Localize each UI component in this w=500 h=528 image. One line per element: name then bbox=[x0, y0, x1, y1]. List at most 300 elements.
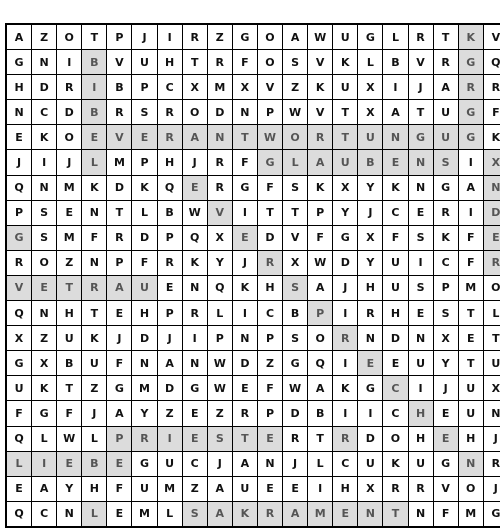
grid-cell-r1-c6[interactable]: H bbox=[158, 50, 182, 74]
grid-cell-r12-c4[interactable]: J bbox=[107, 326, 131, 350]
grid-cell-r5-c18[interactable]: I bbox=[459, 150, 483, 174]
grid-cell-r1-c0[interactable]: G bbox=[7, 50, 31, 74]
grid-cell-r15-c0[interactable]: F bbox=[7, 401, 31, 425]
grid-cell-r18-c7[interactable]: Z bbox=[183, 477, 207, 501]
grid-cell-r10-c5[interactable]: U bbox=[132, 276, 156, 300]
grid-cell-r12-c8[interactable]: P bbox=[208, 326, 232, 350]
grid-cell-r10-c14[interactable]: H bbox=[358, 276, 382, 300]
grid-cell-r4-c17[interactable]: U bbox=[434, 125, 458, 149]
grid-cell-r2-c17[interactable]: A bbox=[434, 75, 458, 99]
grid-cell-r13-c12[interactable]: Q bbox=[308, 351, 332, 375]
grid-cell-r8-c13[interactable]: G bbox=[333, 226, 357, 250]
grid-cell-r8-c7[interactable]: Q bbox=[183, 226, 207, 250]
grid-cell-r16-c17[interactable]: E bbox=[434, 427, 458, 451]
grid-cell-r5-c16[interactable]: N bbox=[409, 150, 433, 174]
grid-cell-r16-c16[interactable]: H bbox=[409, 427, 433, 451]
grid-cell-r5-c8[interactable]: R bbox=[208, 150, 232, 174]
grid-cell-r11-c18[interactable]: T bbox=[459, 301, 483, 325]
grid-cell-r16-c2[interactable]: W bbox=[57, 427, 81, 451]
grid-cell-r12-c11[interactable]: S bbox=[283, 326, 307, 350]
grid-cell-r16-c6[interactable]: I bbox=[158, 427, 182, 451]
grid-cell-r19-c5[interactable]: M bbox=[132, 502, 156, 526]
grid-cell-r0-c16[interactable]: R bbox=[409, 25, 433, 49]
grid-cell-r18-c14[interactable]: X bbox=[358, 477, 382, 501]
grid-cell-r0-c14[interactable]: G bbox=[358, 25, 382, 49]
grid-cell-r18-c8[interactable]: A bbox=[208, 477, 232, 501]
grid-cell-r14-c5[interactable]: M bbox=[132, 376, 156, 400]
grid-cell-r6-c4[interactable]: D bbox=[107, 176, 131, 200]
grid-cell-r8-c4[interactable]: R bbox=[107, 226, 131, 250]
grid-cell-r11-c12[interactable]: P bbox=[308, 301, 332, 325]
grid-cell-r12-c19[interactable]: T bbox=[484, 326, 500, 350]
grid-cell-r5-c2[interactable]: J bbox=[57, 150, 81, 174]
grid-cell-r5-c0[interactable]: J bbox=[7, 150, 31, 174]
grid-cell-r12-c5[interactable]: D bbox=[132, 326, 156, 350]
grid-cell-r11-c15[interactable]: H bbox=[383, 301, 407, 325]
grid-cell-r15-c8[interactable]: Z bbox=[208, 401, 232, 425]
grid-cell-r2-c12[interactable]: K bbox=[308, 75, 332, 99]
grid-cell-r4-c18[interactable]: G bbox=[459, 125, 483, 149]
grid-cell-r14-c19[interactable]: X bbox=[484, 376, 500, 400]
grid-cell-r17-c1[interactable]: I bbox=[32, 452, 56, 476]
grid-cell-r11-c10[interactable]: C bbox=[258, 301, 282, 325]
grid-cell-r4-c13[interactable]: T bbox=[333, 125, 357, 149]
grid-cell-r12-c15[interactable]: D bbox=[383, 326, 407, 350]
grid-cell-r18-c11[interactable]: E bbox=[283, 477, 307, 501]
grid-cell-r12-c0[interactable]: X bbox=[7, 326, 31, 350]
grid-cell-r12-c9[interactable]: N bbox=[233, 326, 257, 350]
grid-cell-r12-c1[interactable]: Z bbox=[32, 326, 56, 350]
grid-cell-r19-c17[interactable]: F bbox=[434, 502, 458, 526]
grid-cell-r11-c6[interactable]: P bbox=[158, 301, 182, 325]
grid-cell-r15-c6[interactable]: Z bbox=[158, 401, 182, 425]
grid-cell-r10-c9[interactable]: K bbox=[233, 276, 257, 300]
grid-cell-r17-c7[interactable]: C bbox=[183, 452, 207, 476]
grid-cell-r5-c9[interactable]: F bbox=[233, 150, 257, 174]
grid-cell-r19-c15[interactable]: T bbox=[383, 502, 407, 526]
grid-cell-r1-c2[interactable]: I bbox=[57, 50, 81, 74]
grid-cell-r7-c3[interactable]: N bbox=[82, 201, 106, 225]
grid-cell-r7-c10[interactable]: T bbox=[258, 201, 282, 225]
grid-cell-r12-c18[interactable]: E bbox=[459, 326, 483, 350]
grid-cell-r9-c16[interactable]: I bbox=[409, 251, 433, 275]
grid-cell-r10-c7[interactable]: N bbox=[183, 276, 207, 300]
grid-cell-r18-c0[interactable]: E bbox=[7, 477, 31, 501]
grid-cell-r19-c11[interactable]: A bbox=[283, 502, 307, 526]
grid-cell-r12-c6[interactable]: J bbox=[158, 326, 182, 350]
grid-cell-r17-c6[interactable]: U bbox=[158, 452, 182, 476]
grid-cell-r10-c18[interactable]: M bbox=[459, 276, 483, 300]
grid-cell-r18-c17[interactable]: V bbox=[434, 477, 458, 501]
grid-cell-r7-c9[interactable]: I bbox=[233, 201, 257, 225]
grid-cell-r1-c5[interactable]: U bbox=[132, 50, 156, 74]
grid-cell-r14-c11[interactable]: W bbox=[283, 376, 307, 400]
grid-cell-r11-c2[interactable]: H bbox=[57, 301, 81, 325]
grid-cell-r17-c2[interactable]: E bbox=[57, 452, 81, 476]
grid-cell-r12-c2[interactable]: U bbox=[57, 326, 81, 350]
grid-cell-r16-c13[interactable]: R bbox=[333, 427, 357, 451]
grid-cell-r18-c18[interactable]: O bbox=[459, 477, 483, 501]
grid-cell-r3-c18[interactable]: G bbox=[459, 100, 483, 124]
grid-cell-r6-c19[interactable]: N bbox=[484, 176, 500, 200]
grid-cell-r13-c10[interactable]: Z bbox=[258, 351, 282, 375]
grid-cell-r0-c18[interactable]: K bbox=[459, 25, 483, 49]
grid-cell-r16-c5[interactable]: R bbox=[132, 427, 156, 451]
grid-cell-r7-c8[interactable]: V bbox=[208, 201, 232, 225]
grid-cell-r16-c4[interactable]: P bbox=[107, 427, 131, 451]
grid-cell-r2-c18[interactable]: R bbox=[459, 75, 483, 99]
grid-cell-r14-c1[interactable]: K bbox=[32, 376, 56, 400]
grid-cell-r14-c12[interactable]: A bbox=[308, 376, 332, 400]
grid-cell-r0-c17[interactable]: T bbox=[434, 25, 458, 49]
grid-cell-r11-c8[interactable]: L bbox=[208, 301, 232, 325]
grid-cell-r0-c10[interactable]: O bbox=[258, 25, 282, 49]
grid-cell-r10-c2[interactable]: T bbox=[57, 276, 81, 300]
grid-cell-r13-c0[interactable]: G bbox=[7, 351, 31, 375]
grid-cell-r18-c12[interactable]: I bbox=[308, 477, 332, 501]
grid-cell-r13-c9[interactable]: D bbox=[233, 351, 257, 375]
grid-cell-r2-c8[interactable]: M bbox=[208, 75, 232, 99]
grid-cell-r19-c4[interactable]: E bbox=[107, 502, 131, 526]
grid-cell-r12-c17[interactable]: X bbox=[434, 326, 458, 350]
grid-cell-r6-c3[interactable]: K bbox=[82, 176, 106, 200]
grid-cell-r2-c1[interactable]: D bbox=[32, 75, 56, 99]
grid-cell-r6-c17[interactable]: G bbox=[434, 176, 458, 200]
grid-cell-r5-c1[interactable]: I bbox=[32, 150, 56, 174]
grid-cell-r1-c15[interactable]: B bbox=[383, 50, 407, 74]
grid-cell-r7-c4[interactable]: T bbox=[107, 201, 131, 225]
grid-cell-r8-c12[interactable]: F bbox=[308, 226, 332, 250]
grid-cell-r0-c0[interactable]: A bbox=[7, 25, 31, 49]
grid-cell-r10-c0[interactable]: V bbox=[7, 276, 31, 300]
grid-cell-r17-c9[interactable]: A bbox=[233, 452, 257, 476]
grid-cell-r19-c14[interactable]: N bbox=[358, 502, 382, 526]
grid-cell-r9-c13[interactable]: D bbox=[333, 251, 357, 275]
grid-cell-r13-c8[interactable]: W bbox=[208, 351, 232, 375]
grid-cell-r0-c15[interactable]: L bbox=[383, 25, 407, 49]
grid-cell-r17-c5[interactable]: G bbox=[132, 452, 156, 476]
grid-cell-r4-c16[interactable]: G bbox=[409, 125, 433, 149]
grid-cell-r3-c16[interactable]: T bbox=[409, 100, 433, 124]
grid-cell-r6-c1[interactable]: N bbox=[32, 176, 56, 200]
grid-cell-r6-c0[interactable]: Q bbox=[7, 176, 31, 200]
grid-cell-r15-c9[interactable]: R bbox=[233, 401, 257, 425]
grid-cell-r19-c10[interactable]: R bbox=[258, 502, 282, 526]
grid-cell-r17-c0[interactable]: L bbox=[7, 452, 31, 476]
grid-cell-r0-c11[interactable]: A bbox=[283, 25, 307, 49]
grid-cell-r0-c1[interactable]: Z bbox=[32, 25, 56, 49]
grid-cell-r16-c1[interactable]: L bbox=[32, 427, 56, 451]
grid-cell-r9-c6[interactable]: R bbox=[158, 251, 182, 275]
grid-cell-r3-c1[interactable]: C bbox=[32, 100, 56, 124]
grid-cell-r15-c11[interactable]: D bbox=[283, 401, 307, 425]
grid-cell-r14-c9[interactable]: E bbox=[233, 376, 257, 400]
grid-cell-r13-c19[interactable]: U bbox=[484, 351, 500, 375]
grid-cell-r3-c13[interactable]: T bbox=[333, 100, 357, 124]
grid-cell-r1-c1[interactable]: N bbox=[32, 50, 56, 74]
grid-cell-r9-c15[interactable]: U bbox=[383, 251, 407, 275]
grid-cell-r13-c15[interactable]: E bbox=[383, 351, 407, 375]
grid-cell-r11-c0[interactable]: Q bbox=[7, 301, 31, 325]
grid-cell-r1-c8[interactable]: R bbox=[208, 50, 232, 74]
grid-cell-r1-c7[interactable]: T bbox=[183, 50, 207, 74]
grid-cell-r8-c0[interactable]: G bbox=[7, 226, 31, 250]
grid-cell-r7-c17[interactable]: R bbox=[434, 201, 458, 225]
grid-cell-r2-c7[interactable]: X bbox=[183, 75, 207, 99]
grid-cell-r19-c12[interactable]: M bbox=[308, 502, 332, 526]
grid-cell-r15-c18[interactable]: U bbox=[459, 401, 483, 425]
grid-cell-r16-c15[interactable]: O bbox=[383, 427, 407, 451]
grid-cell-r16-c3[interactable]: L bbox=[82, 427, 106, 451]
grid-cell-r8-c19[interactable]: E bbox=[484, 226, 500, 250]
grid-cell-r0-c5[interactable]: J bbox=[132, 25, 156, 49]
grid-cell-r3-c15[interactable]: A bbox=[383, 100, 407, 124]
grid-cell-r2-c11[interactable]: Z bbox=[283, 75, 307, 99]
grid-cell-r5-c12[interactable]: A bbox=[308, 150, 332, 174]
grid-cell-r9-c5[interactable]: F bbox=[132, 251, 156, 275]
grid-cell-r6-c13[interactable]: X bbox=[333, 176, 357, 200]
grid-cell-r17-c13[interactable]: C bbox=[333, 452, 357, 476]
grid-cell-r4-c5[interactable]: E bbox=[132, 125, 156, 149]
grid-cell-r10-c15[interactable]: U bbox=[383, 276, 407, 300]
grid-cell-r18-c2[interactable]: Y bbox=[57, 477, 81, 501]
grid-cell-r14-c10[interactable]: F bbox=[258, 376, 282, 400]
grid-cell-r13-c7[interactable]: N bbox=[183, 351, 207, 375]
grid-cell-r10-c13[interactable]: J bbox=[333, 276, 357, 300]
grid-cell-r7-c5[interactable]: L bbox=[132, 201, 156, 225]
grid-cell-r3-c11[interactable]: W bbox=[283, 100, 307, 124]
grid-cell-r9-c19[interactable]: R bbox=[484, 251, 500, 275]
grid-cell-r0-c2[interactable]: O bbox=[57, 25, 81, 49]
grid-cell-r8-c14[interactable]: X bbox=[358, 226, 382, 250]
grid-cell-r4-c11[interactable]: O bbox=[283, 125, 307, 149]
grid-cell-r4-c1[interactable]: K bbox=[32, 125, 56, 149]
grid-cell-r14-c7[interactable]: G bbox=[183, 376, 207, 400]
grid-cell-r5-c15[interactable]: E bbox=[383, 150, 407, 174]
grid-cell-r2-c3[interactable]: I bbox=[82, 75, 106, 99]
grid-cell-r9-c17[interactable]: C bbox=[434, 251, 458, 275]
grid-cell-r12-c14[interactable]: N bbox=[358, 326, 382, 350]
grid-cell-r8-c5[interactable]: D bbox=[132, 226, 156, 250]
grid-cell-r8-c8[interactable]: X bbox=[208, 226, 232, 250]
grid-cell-r8-c16[interactable]: S bbox=[409, 226, 433, 250]
grid-cell-r4-c9[interactable]: T bbox=[233, 125, 257, 149]
grid-cell-r18-c15[interactable]: R bbox=[383, 477, 407, 501]
grid-cell-r15-c7[interactable]: E bbox=[183, 401, 207, 425]
grid-cell-r5-c10[interactable]: G bbox=[258, 150, 282, 174]
grid-cell-r2-c6[interactable]: C bbox=[158, 75, 182, 99]
grid-cell-r17-c8[interactable]: J bbox=[208, 452, 232, 476]
grid-cell-r9-c1[interactable]: O bbox=[32, 251, 56, 275]
grid-cell-r19-c18[interactable]: M bbox=[459, 502, 483, 526]
grid-cell-r2-c5[interactable]: P bbox=[132, 75, 156, 99]
grid-cell-r1-c16[interactable]: V bbox=[409, 50, 433, 74]
grid-cell-r16-c10[interactable]: E bbox=[258, 427, 282, 451]
grid-cell-r2-c19[interactable]: R bbox=[484, 75, 500, 99]
grid-cell-r18-c10[interactable]: E bbox=[258, 477, 282, 501]
grid-cell-r3-c2[interactable]: D bbox=[57, 100, 81, 124]
grid-cell-r14-c4[interactable]: G bbox=[107, 376, 131, 400]
grid-cell-r7-c19[interactable]: D bbox=[484, 201, 500, 225]
grid-cell-r16-c7[interactable]: E bbox=[183, 427, 207, 451]
grid-cell-r9-c4[interactable]: P bbox=[107, 251, 131, 275]
grid-cell-r14-c15[interactable]: C bbox=[383, 376, 407, 400]
grid-cell-r10-c1[interactable]: E bbox=[32, 276, 56, 300]
grid-cell-r10-c19[interactable]: O bbox=[484, 276, 500, 300]
grid-cell-r19-c19[interactable]: G bbox=[484, 502, 500, 526]
grid-cell-r3-c8[interactable]: D bbox=[208, 100, 232, 124]
grid-cell-r10-c16[interactable]: S bbox=[409, 276, 433, 300]
grid-cell-r15-c4[interactable]: A bbox=[107, 401, 131, 425]
grid-cell-r15-c2[interactable]: F bbox=[57, 401, 81, 425]
grid-cell-r16-c14[interactable]: D bbox=[358, 427, 382, 451]
grid-cell-r16-c9[interactable]: T bbox=[233, 427, 257, 451]
grid-cell-r0-c19[interactable]: V bbox=[484, 25, 500, 49]
grid-cell-r18-c16[interactable]: R bbox=[409, 477, 433, 501]
grid-cell-r2-c9[interactable]: X bbox=[233, 75, 257, 99]
grid-cell-r1-c18[interactable]: G bbox=[459, 50, 483, 74]
grid-cell-r14-c18[interactable]: U bbox=[459, 376, 483, 400]
grid-cell-r5-c17[interactable]: S bbox=[434, 150, 458, 174]
grid-cell-r8-c10[interactable]: D bbox=[258, 226, 282, 250]
grid-cell-r15-c17[interactable]: E bbox=[434, 401, 458, 425]
grid-cell-r13-c11[interactable]: G bbox=[283, 351, 307, 375]
grid-cell-r3-c10[interactable]: P bbox=[258, 100, 282, 124]
grid-cell-r3-c4[interactable]: R bbox=[107, 100, 131, 124]
grid-cell-r19-c9[interactable]: K bbox=[233, 502, 257, 526]
grid-cell-r13-c6[interactable]: A bbox=[158, 351, 182, 375]
grid-cell-r14-c0[interactable]: U bbox=[7, 376, 31, 400]
grid-cell-r15-c19[interactable]: N bbox=[484, 401, 500, 425]
grid-cell-r0-c13[interactable]: U bbox=[333, 25, 357, 49]
grid-cell-r14-c13[interactable]: K bbox=[333, 376, 357, 400]
grid-cell-r17-c4[interactable]: E bbox=[107, 452, 131, 476]
grid-cell-r8-c1[interactable]: S bbox=[32, 226, 56, 250]
grid-cell-r14-c8[interactable]: W bbox=[208, 376, 232, 400]
grid-cell-r13-c16[interactable]: U bbox=[409, 351, 433, 375]
grid-cell-r7-c12[interactable]: P bbox=[308, 201, 332, 225]
grid-cell-r9-c14[interactable]: Y bbox=[358, 251, 382, 275]
grid-cell-r8-c15[interactable]: F bbox=[383, 226, 407, 250]
grid-cell-r18-c4[interactable]: F bbox=[107, 477, 131, 501]
grid-cell-r5-c6[interactable]: H bbox=[158, 150, 182, 174]
grid-cell-r13-c5[interactable]: N bbox=[132, 351, 156, 375]
grid-cell-r15-c16[interactable]: H bbox=[409, 401, 433, 425]
grid-cell-r19-c0[interactable]: Q bbox=[7, 502, 31, 526]
grid-cell-r17-c12[interactable]: L bbox=[308, 452, 332, 476]
grid-cell-r3-c3[interactable]: B bbox=[82, 100, 106, 124]
grid-cell-r2-c0[interactable]: H bbox=[7, 75, 31, 99]
grid-cell-r3-c12[interactable]: V bbox=[308, 100, 332, 124]
grid-cell-r5-c19[interactable]: X bbox=[484, 150, 500, 174]
grid-cell-r13-c14[interactable]: E bbox=[358, 351, 382, 375]
grid-cell-r6-c12[interactable]: K bbox=[308, 176, 332, 200]
grid-cell-r16-c11[interactable]: R bbox=[283, 427, 307, 451]
grid-cell-r11-c3[interactable]: T bbox=[82, 301, 106, 325]
grid-cell-r13-c13[interactable]: I bbox=[333, 351, 357, 375]
grid-cell-r16-c12[interactable]: T bbox=[308, 427, 332, 451]
grid-cell-r17-c15[interactable]: K bbox=[383, 452, 407, 476]
grid-cell-r1-c12[interactable]: V bbox=[308, 50, 332, 74]
grid-cell-r8-c17[interactable]: K bbox=[434, 226, 458, 250]
grid-cell-r9-c2[interactable]: Z bbox=[57, 251, 81, 275]
grid-cell-r10-c11[interactable]: S bbox=[283, 276, 307, 300]
grid-cell-r4-c14[interactable]: U bbox=[358, 125, 382, 149]
grid-cell-r10-c6[interactable]: E bbox=[158, 276, 182, 300]
grid-cell-r8-c11[interactable]: V bbox=[283, 226, 307, 250]
grid-cell-r3-c9[interactable]: N bbox=[233, 100, 257, 124]
grid-cell-r15-c13[interactable]: I bbox=[333, 401, 357, 425]
grid-cell-r14-c14[interactable]: G bbox=[358, 376, 382, 400]
grid-cell-r11-c17[interactable]: S bbox=[434, 301, 458, 325]
grid-cell-r14-c2[interactable]: T bbox=[57, 376, 81, 400]
grid-cell-r4-c7[interactable]: A bbox=[183, 125, 207, 149]
grid-cell-r4-c2[interactable]: O bbox=[57, 125, 81, 149]
grid-cell-r17-c17[interactable]: G bbox=[434, 452, 458, 476]
grid-cell-r12-c12[interactable]: O bbox=[308, 326, 332, 350]
grid-cell-r9-c11[interactable]: X bbox=[283, 251, 307, 275]
grid-cell-r7-c11[interactable]: T bbox=[283, 201, 307, 225]
grid-cell-r1-c17[interactable]: R bbox=[434, 50, 458, 74]
grid-cell-r15-c3[interactable]: J bbox=[82, 401, 106, 425]
grid-cell-r1-c3[interactable]: B bbox=[82, 50, 106, 74]
grid-cell-r15-c10[interactable]: P bbox=[258, 401, 282, 425]
grid-cell-r19-c8[interactable]: A bbox=[208, 502, 232, 526]
grid-cell-r17-c11[interactable]: J bbox=[283, 452, 307, 476]
grid-cell-r15-c15[interactable]: C bbox=[383, 401, 407, 425]
grid-cell-r19-c7[interactable]: S bbox=[183, 502, 207, 526]
grid-cell-r19-c6[interactable]: L bbox=[158, 502, 182, 526]
grid-cell-r7-c6[interactable]: B bbox=[158, 201, 182, 225]
grid-cell-r3-c0[interactable]: N bbox=[7, 100, 31, 124]
grid-cell-r6-c2[interactable]: M bbox=[57, 176, 81, 200]
grid-cell-r6-c15[interactable]: K bbox=[383, 176, 407, 200]
grid-cell-r11-c1[interactable]: N bbox=[32, 301, 56, 325]
grid-cell-r6-c10[interactable]: F bbox=[258, 176, 282, 200]
grid-cell-r4-c0[interactable]: E bbox=[7, 125, 31, 149]
grid-cell-r2-c13[interactable]: U bbox=[333, 75, 357, 99]
grid-cell-r7-c18[interactable]: I bbox=[459, 201, 483, 225]
grid-cell-r9-c9[interactable]: J bbox=[233, 251, 257, 275]
grid-cell-r3-c14[interactable]: X bbox=[358, 100, 382, 124]
grid-cell-r16-c18[interactable]: H bbox=[459, 427, 483, 451]
grid-cell-r5-c14[interactable]: B bbox=[358, 150, 382, 174]
grid-cell-r6-c5[interactable]: K bbox=[132, 176, 156, 200]
grid-cell-r4-c19[interactable]: K bbox=[484, 125, 500, 149]
grid-cell-r6-c14[interactable]: Y bbox=[358, 176, 382, 200]
grid-cell-r12-c10[interactable]: P bbox=[258, 326, 282, 350]
grid-cell-r19-c1[interactable]: C bbox=[32, 502, 56, 526]
grid-cell-r1-c4[interactable]: V bbox=[107, 50, 131, 74]
grid-cell-r1-c9[interactable]: F bbox=[233, 50, 257, 74]
grid-cell-r12-c13[interactable]: R bbox=[333, 326, 357, 350]
grid-cell-r4-c6[interactable]: R bbox=[158, 125, 182, 149]
grid-cell-r0-c7[interactable]: R bbox=[183, 25, 207, 49]
grid-cell-r4-c8[interactable]: N bbox=[208, 125, 232, 149]
grid-cell-r7-c0[interactable]: P bbox=[7, 201, 31, 225]
grid-cell-r14-c3[interactable]: Z bbox=[82, 376, 106, 400]
grid-cell-r2-c10[interactable]: V bbox=[258, 75, 282, 99]
grid-cell-r11-c19[interactable]: L bbox=[484, 301, 500, 325]
grid-cell-r12-c7[interactable]: I bbox=[183, 326, 207, 350]
grid-cell-r0-c4[interactable]: P bbox=[107, 25, 131, 49]
grid-cell-r5-c7[interactable]: J bbox=[183, 150, 207, 174]
grid-cell-r4-c4[interactable]: V bbox=[107, 125, 131, 149]
grid-cell-r10-c10[interactable]: H bbox=[258, 276, 282, 300]
grid-cell-r9-c12[interactable]: W bbox=[308, 251, 332, 275]
grid-cell-r5-c5[interactable]: P bbox=[132, 150, 156, 174]
grid-cell-r4-c12[interactable]: R bbox=[308, 125, 332, 149]
